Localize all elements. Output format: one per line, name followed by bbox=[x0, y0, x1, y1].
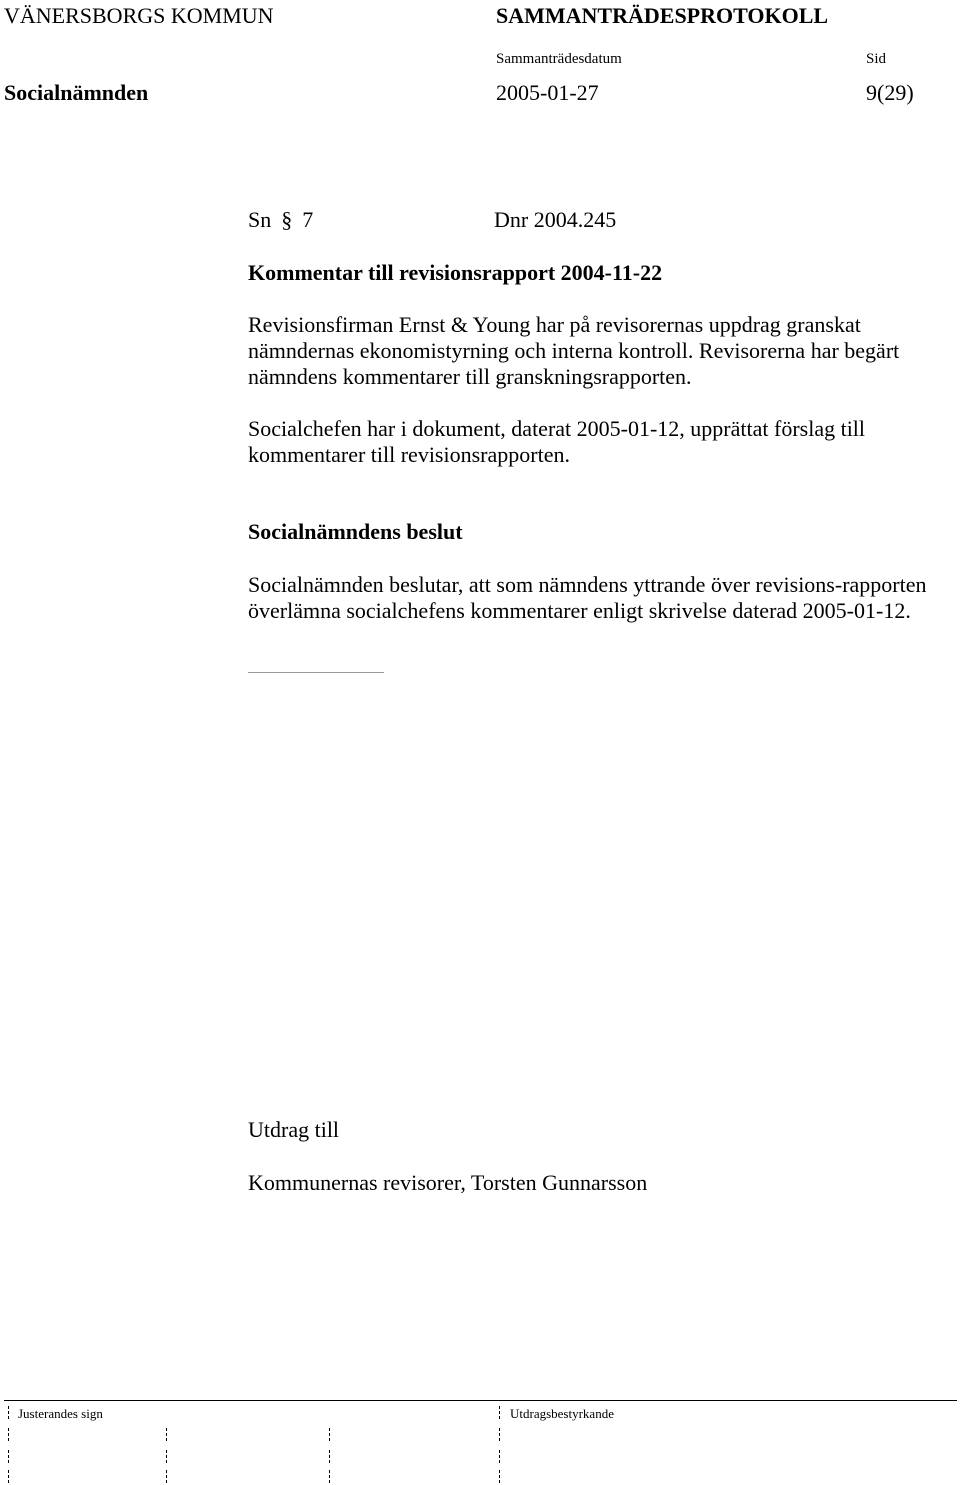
divider-tick bbox=[499, 1450, 500, 1463]
page-label: Sid bbox=[866, 51, 887, 67]
item-number-value: 7 bbox=[302, 207, 314, 232]
reference-number: Dnr 2004.245 bbox=[494, 207, 617, 232]
item-number-label: Sn bbox=[248, 207, 272, 232]
page-number: 9(29) bbox=[866, 80, 914, 105]
item-title: Kommentar till revisionsrapport 2004-11-22 bbox=[248, 260, 663, 285]
footer-rule bbox=[4, 1400, 957, 1401]
extract-recipient: Kommunernas revisorer, Torsten Gunnarsson bbox=[248, 1170, 648, 1195]
committee-name: Socialnämnden bbox=[4, 80, 149, 105]
divider-tick bbox=[166, 1470, 167, 1483]
separator-line bbox=[248, 672, 384, 673]
paragraph-review: Revisionsfirman Ernst & Young har på revisorernas uppdrag granskat nämndernas ekonomistyrning och interna kontroll. Revisorerna har begärt nämndens kommentarer till granskningsrapporten. bbox=[248, 312, 900, 389]
divider-tick bbox=[166, 1428, 167, 1441]
meeting-date: 2005-01-27 bbox=[496, 80, 599, 105]
organization-name: VÄNERSBORGS KOMMUN bbox=[4, 3, 274, 28]
divider-tick bbox=[329, 1428, 330, 1441]
paragraph-proposal: Socialchefen har i dokument, daterat 2005-01-12, upprättat förslag till kommentarer till revisionsrapporten. bbox=[248, 416, 866, 467]
extract-certification-label: Utdragsbestyrkande bbox=[510, 1406, 614, 1421]
divider-tick bbox=[166, 1450, 167, 1463]
divider-tick bbox=[329, 1450, 330, 1463]
divider-tick bbox=[329, 1470, 330, 1483]
divider-tick bbox=[499, 1470, 500, 1483]
divider-tick bbox=[499, 1406, 500, 1419]
divider-tick bbox=[8, 1450, 9, 1463]
signature-label: Justerandes sign bbox=[18, 1406, 103, 1421]
divider-tick bbox=[8, 1406, 9, 1419]
item-number bbox=[248, 207, 313, 233]
extract-label: Utdrag till bbox=[248, 1117, 340, 1142]
document-type: SAMMANTRÄDESPROTOKOLL bbox=[496, 3, 829, 28]
section-symbol: § bbox=[281, 207, 293, 232]
meeting-date-label: Sammanträdesdatum bbox=[496, 51, 622, 67]
decision-heading: Socialnämndens beslut bbox=[248, 519, 463, 544]
divider-tick bbox=[499, 1428, 500, 1441]
divider-tick bbox=[8, 1470, 9, 1483]
divider-tick bbox=[8, 1428, 9, 1441]
decision-text: Socialnämnden beslutar, att som nämndens yttrande över revisions-rapporten överlämna socialchefens kommentarer enligt skrivelse daterad 2005-01-12. bbox=[248, 572, 927, 623]
